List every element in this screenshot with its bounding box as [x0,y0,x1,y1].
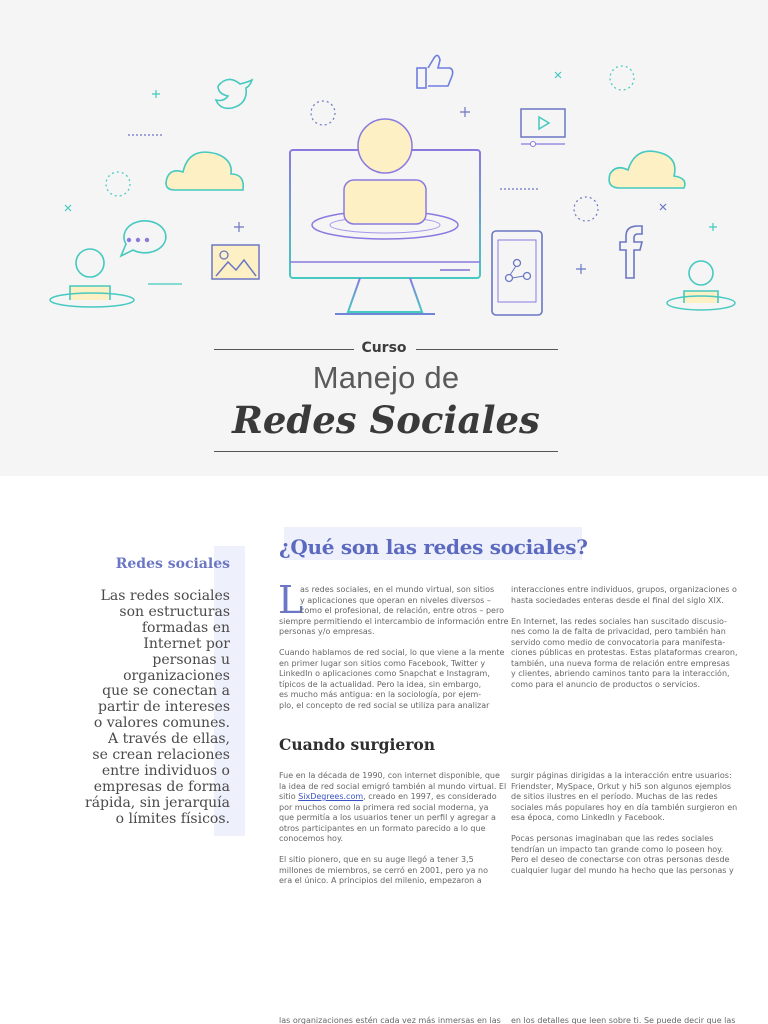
column-continuation: las organizaciones estén cada vez más inmersas en las [279,1016,501,1024]
twitter-bird-icon [216,79,252,108]
sidebar-line: son estructuras [119,603,230,620]
title-line-1: Manejo de [312,360,460,395]
hero-illustration [0,0,768,340]
sidebar-line: personas u [152,651,230,668]
paragraph: Cuando hablamos de red social, lo que viene a la mente en primer lugar son sitios como Facebook, Twitter y LinkedIn o aplicaciones como Snapchat e Instagram, típicos de la actualidad. Pero la idea, sin embargo, es mucho más antigua: en la sociología, por ejem- plo, el concepto de red social se utiliza para analizar [279,648,505,710]
column-4 [511,771,741,887]
sidebar-line: rápida, sin jerarquía [85,794,230,811]
user-icon [50,249,134,307]
sidebar-line: partir de intereses [98,699,230,716]
sidebar-line: o límites físicos. [115,810,230,827]
paragraph: El sitio pionero, que en su auge llegó a tener 3,5 millones de miembros, se cerró en 2001, pero ya no era el único. A principios del milenio, empezaron a [279,855,488,885]
sidebar-line: Las redes sociales [100,588,230,604]
chat-bubble-icon [121,221,166,256]
sidebar-title: Redes sociales [115,556,230,572]
sidebar-line: o valores comunes. [93,715,230,732]
video-play-icon [521,109,565,147]
sidebar-line: formadas en [141,619,230,636]
article-heading: ¿Qué son las redes sociales? [279,535,588,559]
cloud-icon [609,151,685,188]
paragraph: interacciones entre individuos, grupos, organizaciones o hasta sociedades enteras desde el final del siglo XIX. [511,585,737,605]
paragraph: Pocas personas imaginaban que las redes sociales tendrían un impacto tan grande como lo poseen hoy. Pero el deseo de conectarse con otras personas desde cualquier lugar del mundo ha hecho que las personas y [511,834,734,875]
course-label: Curso [361,340,407,356]
sidebar-line: empresas de forma [93,778,230,795]
sixdegrees-link[interactable]: SixDegrees.com [298,792,364,801]
section-subheading: Cuando surgieron [279,735,436,754]
smartphone-share-icon [492,231,542,315]
title-line-2: Redes Sociales [232,398,540,442]
thumbs-up-icon [417,55,453,88]
column-2 [511,585,741,701]
user-icon [667,261,735,310]
column-3 [279,771,507,897]
column-1 [279,585,509,722]
paragraph: En Internet, las redes sociales han suscitado discusio- nes como la de falta de privacidad, pero también han servido como medio de convocatoria para manifesta- ciones públicas en protestas. Estas plataformas crearon, también, una nueva forma de relación entre empresas y clientes, abriendo caminos tanto para la interacción, como para el anuncio de productos o servicios. [511,616,738,689]
paragraph: as redes sociales, en el mundo virtual, son sitios y aplicaciones que operan en niveles diversos – como el profesional, de relación, entre otros – pero siempre permitiendo el intercambio de información entre personas y/o empresas. [279,585,509,636]
hero-banner [0,0,768,476]
sidebar-line: que se conectan a [102,683,230,700]
facebook-icon [620,226,642,278]
sidebar-line: A través de ellas, [108,731,230,748]
paragraph: Fue en la década de 1990, con internet disponible, que la idea de red social emigró también al mundo virtual. El sitio SixDegrees.com, creado en 1997, es considerado por muchos como la primera red social moderna, ya que permitía a los usuarios tener un perfil y agregar a otros participantes en un formato parecido a lo que conocemos hoy. [279,771,507,843]
paragraph: surgir páginas dirigidas a la interacción entre usuarios: Friendster, MySpace, Orkut y hi5 son algunos ejemplos de sitios ilustres en el período. Muchas de las redes sociales más populares hoy en día también surgieron en esa época, como LinkedIn y Facebook. [511,771,738,822]
divider [214,451,558,452]
sidebar-line: se crean relaciones [92,747,230,764]
drop-cap: L [278,578,304,622]
monitor-icon [290,119,480,314]
column-continuation: en los detalles que leen sobre ti. Se puede decir que las [511,1016,736,1024]
sidebar-line: entre individuos o [101,762,230,779]
image-icon [212,245,259,279]
cloud-icon [166,152,243,190]
sidebar-line: organizaciones [123,667,230,684]
sidebar-text [60,589,230,828]
sidebar-line: Internet por [143,635,230,652]
